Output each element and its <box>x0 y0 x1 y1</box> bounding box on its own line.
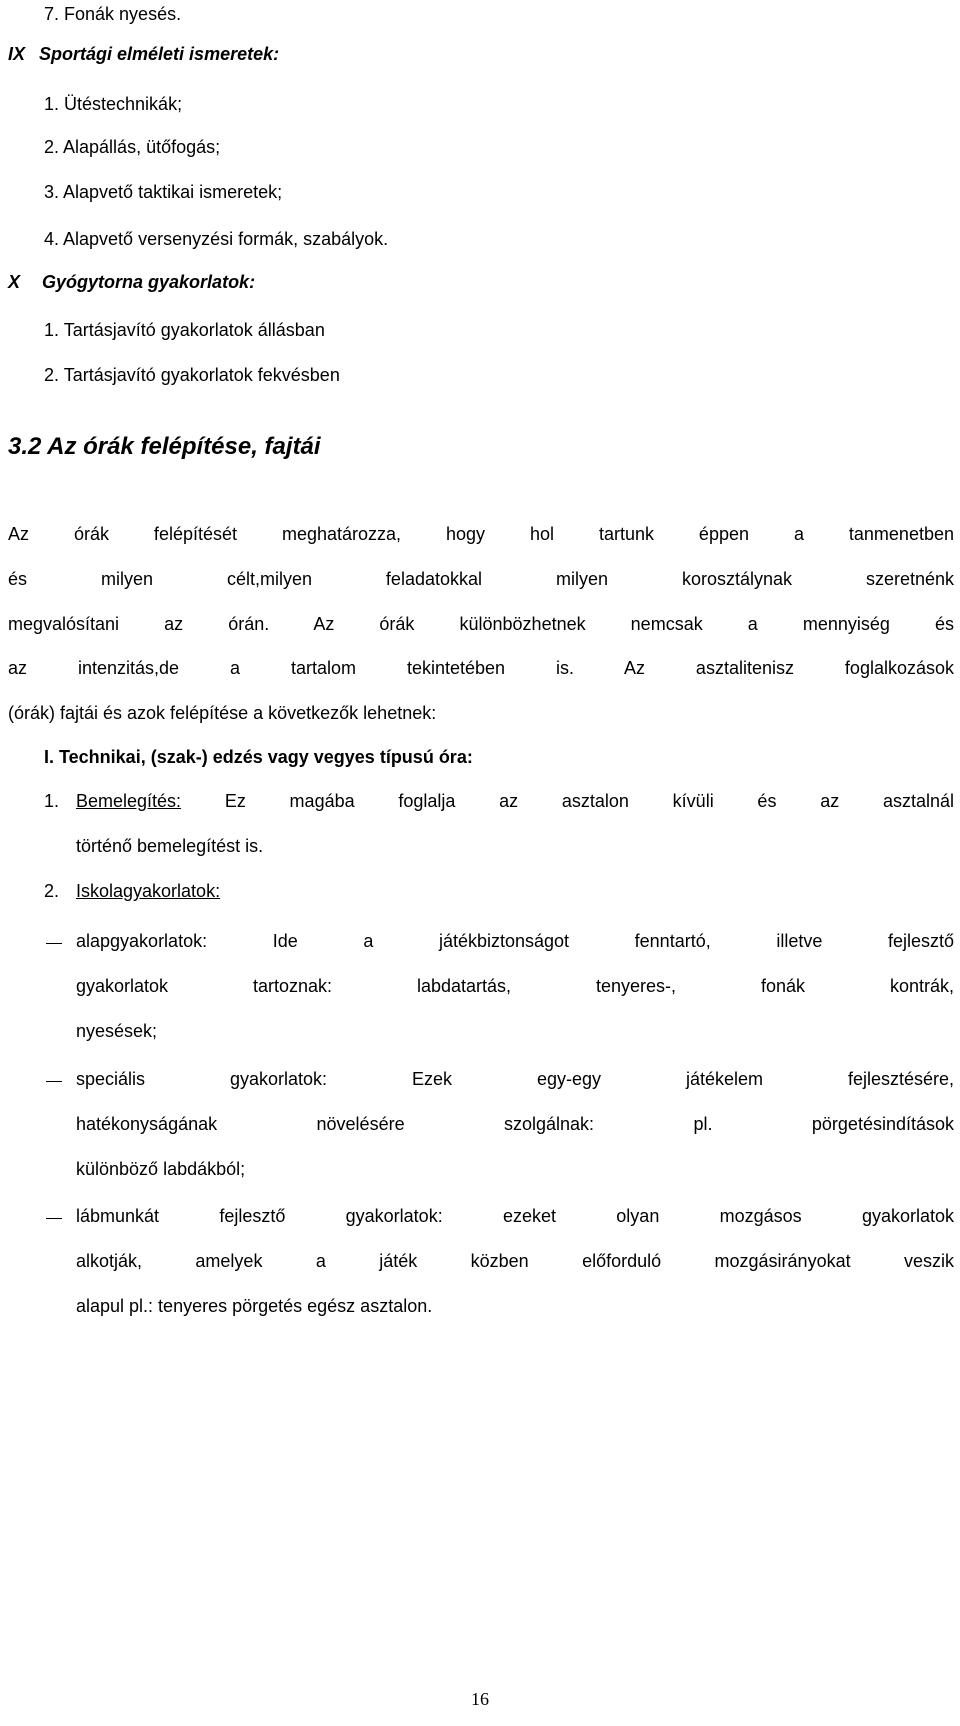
bullet-line: különböző labdákból; <box>76 1159 246 1179</box>
bullet-line: alkotják, amelyek a játék közben előforduló mozgásirányokat veszik <box>76 1251 954 1271</box>
paragraph-line: és milyen célt,milyen feladatokkal milyen korosztálynak szeretnénk <box>8 569 954 589</box>
item-line <box>76 789 954 813</box>
list-item: 2. Alapállás, ütőfogás; <box>44 137 221 157</box>
item-text: Ez magába foglalja az asztalon kívüli és az asztalnál <box>224 791 954 811</box>
paragraph-line: Az órák felépítését meghatározza, hogy hol tartunk éppen a tanmenetben <box>8 524 954 544</box>
bullet-line: alapgyakorlatok: Ide a játékbiztonságot fenntartó, illetve fejlesztő <box>76 931 954 951</box>
dash-bullet-icon <box>46 1218 62 1219</box>
bullet-line: gyakorlatok tartoznak: labdatartás, tenyeres-, fonák kontrák, <box>76 976 954 996</box>
outline-number: X <box>8 272 21 292</box>
bullet-line: speciális gyakorlatok: Ezek egy-egy játékelem fejlesztésére, <box>76 1069 954 1089</box>
paragraph-line: megvalósítani az órán. Az órák különbözhetnek nemcsak a mennyiség és <box>8 614 954 634</box>
dash-bullet-icon <box>46 1081 62 1082</box>
list-item: 4. Alapvető versenyzési formák, szabályok. <box>44 229 389 249</box>
bullet-line: hatékonyságának növelésére szolgálnak: pl. pörgetésindítások <box>76 1114 954 1134</box>
list-item: 2. Tartásjavító gyakorlatok fekvésben <box>44 365 340 385</box>
paragraph-line: az intenzitás,de a tartalom tekintetében is. Az asztalitenisz foglalkozások <box>8 658 954 678</box>
outline-heading-ix <box>8 42 279 66</box>
subheading: I. Technikai, (szak-) edzés vagy vegyes típusú óra: <box>44 747 473 767</box>
item-number: 1. <box>44 791 60 811</box>
dash-bullet-icon <box>46 943 62 944</box>
list-item: 7. Fonák nyesés. <box>44 4 182 24</box>
list-item: 1. Ütéstechnikák; <box>44 94 183 114</box>
bullet-line: alapul pl.: tenyeres pörgetés egész asztalon. <box>76 1296 433 1316</box>
page-number: 16 <box>471 1689 489 1709</box>
item-number: 2. <box>44 881 60 901</box>
item-label: Iskolagyakorlatok: <box>76 881 221 901</box>
bullet-line: nyesések; <box>76 1021 158 1041</box>
outline-heading-x <box>8 270 255 294</box>
section-heading: 3.2 Az órák felépítése, fajtái <box>8 433 321 460</box>
list-item: 1. Tartásjavító gyakorlatok állásban <box>44 320 325 340</box>
item-line: történő bemelegítést is. <box>76 836 264 856</box>
outline-number: IX <box>8 44 26 64</box>
outline-title: Sportági elméleti ismeretek: <box>39 44 280 64</box>
paragraph-line: (órák) fajtái és azok felépítése a következők lehetnek: <box>8 703 437 723</box>
bullet-line: lábmunkát fejlesztő gyakorlatok: ezeket olyan mozgásos gyakorlatok <box>76 1206 954 1226</box>
item-label: Bemelegítés: <box>76 791 182 811</box>
outline-title: Gyógytorna gyakorlatok: <box>42 272 256 292</box>
list-item: 3. Alapvető taktikai ismeretek; <box>44 182 283 202</box>
